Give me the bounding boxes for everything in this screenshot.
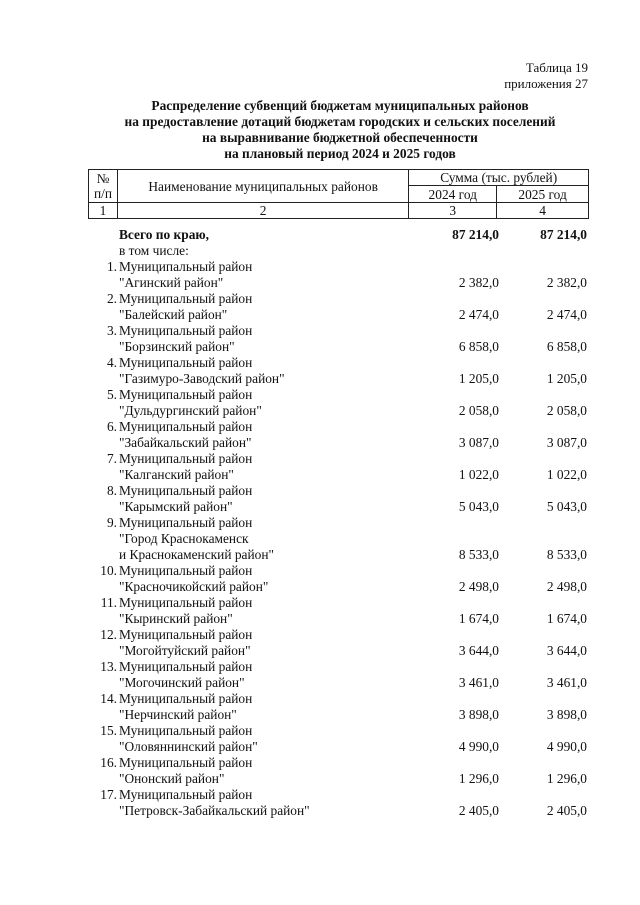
table-row <box>88 419 589 451</box>
district-name <box>119 563 399 595</box>
district-name <box>119 355 399 387</box>
district-name-line: Муниципальный район <box>119 659 253 674</box>
table-row <box>88 627 589 659</box>
header-num-top: № <box>96 171 110 186</box>
amount-2024: 5 043,0 <box>458 499 499 514</box>
amount-2025: 1 205,0 <box>546 371 587 386</box>
district-name <box>119 323 399 355</box>
district-name-line: Муниципальный район <box>119 755 253 770</box>
district-name <box>119 627 399 659</box>
district-name-line: Муниципальный район <box>119 419 253 434</box>
amount-2025: 2 498,0 <box>546 579 587 594</box>
amount-2024: 1 022,0 <box>458 467 499 482</box>
district-name-line: Муниципальный район <box>119 515 253 530</box>
district-name-line: "Могочинский район" <box>119 675 245 690</box>
row-number: 10. <box>100 563 117 578</box>
header-num-bottom: п/п <box>93 186 112 201</box>
table-row <box>88 323 589 355</box>
table-row <box>88 755 589 787</box>
district-name-line: "Оловяннинский район" <box>119 739 258 754</box>
district-name <box>119 291 399 323</box>
header-name: Наименование муниципальных районов <box>117 170 408 203</box>
district-name-line: Муниципальный район <box>119 595 253 610</box>
amount-2025: 4 990,0 <box>546 739 587 754</box>
row-number: 1. <box>106 259 117 274</box>
subtotal-note-row <box>88 243 589 259</box>
amount-2024: 2 058,0 <box>458 403 499 418</box>
row-number: 8. <box>106 483 117 498</box>
table-header <box>88 169 589 219</box>
district-name-line: "Ононский район" <box>119 771 225 786</box>
amount-2024: 1 674,0 <box>458 611 499 626</box>
district-name-line: Муниципальный район <box>119 323 253 338</box>
header-year-2025: 2025 год <box>497 186 589 203</box>
row-number: 7. <box>106 451 117 466</box>
table-row <box>88 291 589 323</box>
district-name <box>119 515 399 563</box>
district-name-line: "Красночикойский район" <box>119 579 269 594</box>
table-body <box>88 227 589 819</box>
amount-2024: 3 644,0 <box>458 643 499 658</box>
amount-2024: 4 990,0 <box>458 739 499 754</box>
amount-2025: 2 474,0 <box>546 307 587 322</box>
district-name-line: "Забайкальский район" <box>119 435 252 450</box>
table-row <box>88 483 589 515</box>
district-name-line: "Кыринский район" <box>119 611 233 626</box>
district-name-line: Муниципальный район <box>119 723 253 738</box>
header-idx: 4 <box>497 203 589 219</box>
district-name-line: Муниципальный район <box>119 387 253 402</box>
total-2025: 87 214,0 <box>540 227 587 242</box>
district-name <box>119 259 399 291</box>
title-line: на предоставление дотаций бюджетам городских и сельских поселений <box>124 114 556 129</box>
row-number: 2. <box>106 291 117 306</box>
district-name-line: "Балейский район" <box>119 307 228 322</box>
header-sum: Сумма (тыс. рублей) <box>409 170 589 186</box>
row-number: 3. <box>106 323 117 338</box>
amount-2025: 3 644,0 <box>546 643 587 658</box>
header-idx: 3 <box>409 203 497 219</box>
table-row <box>88 387 589 419</box>
total-row <box>88 227 589 243</box>
amount-2025: 3 087,0 <box>546 435 587 450</box>
amount-2025: 1 296,0 <box>546 771 587 786</box>
amount-2025: 2 405,0 <box>546 803 587 818</box>
amount-2025: 2 058,0 <box>546 403 587 418</box>
district-name-line: Муниципальный район <box>119 355 253 370</box>
table-row <box>88 259 589 291</box>
district-name-line: "Нерчинский район" <box>119 707 237 722</box>
district-name <box>119 755 399 787</box>
header-idx: 1 <box>89 203 118 219</box>
district-name <box>119 451 399 483</box>
table-row <box>88 515 589 563</box>
district-name-line: Муниципальный район <box>119 787 253 802</box>
amount-2024: 2 498,0 <box>458 579 499 594</box>
row-number: 4. <box>106 355 117 370</box>
district-name-line: и Краснокаменский район" <box>119 547 274 562</box>
district-name-line: "Борзинский район" <box>119 339 235 354</box>
amount-2025: 8 533,0 <box>546 547 587 562</box>
district-name <box>119 483 399 515</box>
amount-2025: 2 382,0 <box>546 275 587 290</box>
row-number: 6. <box>106 419 117 434</box>
amount-2025: 5 043,0 <box>546 499 587 514</box>
amount-2025: 6 858,0 <box>546 339 587 354</box>
district-name-line: "Город Краснокаменск <box>119 531 249 546</box>
table-row <box>88 723 589 755</box>
title-line: Распределение субвенций бюджетам муниципальных районов <box>151 98 529 113</box>
district-name-line: Муниципальный район <box>119 691 253 706</box>
district-name-line: Муниципальный район <box>119 291 253 306</box>
appendix-number: приложения 27 <box>504 76 588 91</box>
amount-2024: 3 461,0 <box>458 675 499 690</box>
district-name-line: "Дульдургинский район" <box>119 403 262 418</box>
row-number: 11. <box>100 595 117 610</box>
amount-2024: 1 205,0 <box>458 371 499 386</box>
row-number: 13. <box>100 659 117 674</box>
table-row <box>88 451 589 483</box>
amount-2024: 2 405,0 <box>458 803 499 818</box>
row-number: 16. <box>100 755 117 770</box>
district-name <box>119 787 399 819</box>
amount-2024: 3 087,0 <box>458 435 499 450</box>
district-name <box>119 659 399 691</box>
district-name-line: "Карымский район" <box>119 499 233 514</box>
row-number: 14. <box>100 691 117 706</box>
district-name-line: "Петровск-Забайкальский район" <box>119 803 310 818</box>
district-name <box>119 387 399 419</box>
amount-2024: 6 858,0 <box>458 339 499 354</box>
amount-2024: 1 296,0 <box>458 771 499 786</box>
district-name-line: Муниципальный район <box>119 259 253 274</box>
table-row <box>88 595 589 627</box>
amount-2025: 1 674,0 <box>546 611 587 626</box>
district-name-line: Муниципальный район <box>119 563 253 578</box>
total-label: Всего по краю, <box>119 227 209 242</box>
amount-2024: 2 474,0 <box>458 307 499 322</box>
district-name <box>119 723 399 755</box>
table-row <box>88 691 589 723</box>
row-number: 5. <box>106 387 117 402</box>
district-name-line: "Калганский район" <box>119 467 234 482</box>
district-name-line: "Агинский район" <box>119 275 224 290</box>
table-number: Таблица 19 <box>525 60 588 75</box>
amount-2024: 2 382,0 <box>458 275 499 290</box>
subtotal-note: в том числе: <box>119 243 189 258</box>
table-row <box>88 563 589 595</box>
table-row <box>88 355 589 387</box>
amount-2025: 3 461,0 <box>546 675 587 690</box>
title-line: на плановый период 2024 и 2025 годов <box>224 146 456 161</box>
row-number: 15. <box>100 723 117 738</box>
header-idx: 2 <box>117 203 408 219</box>
district-name-line: Муниципальный район <box>119 627 253 642</box>
table-row <box>88 787 589 819</box>
document-title <box>40 98 640 162</box>
district-name-line: "Могойтуйский район" <box>119 643 251 658</box>
header-year-2024: 2024 год <box>409 186 497 203</box>
district-name-line: Муниципальный район <box>119 451 253 466</box>
district-name-line: "Газимуро-Заводский район" <box>119 371 285 386</box>
table-row <box>88 659 589 691</box>
row-number: 9. <box>106 515 117 530</box>
total-2024: 87 214,0 <box>452 227 499 242</box>
district-name <box>119 595 399 627</box>
amount-2024: 8 533,0 <box>458 547 499 562</box>
header-num <box>89 170 118 203</box>
district-name-line: Муниципальный район <box>119 483 253 498</box>
row-number: 12. <box>100 627 117 642</box>
district-name <box>119 691 399 723</box>
row-number: 17. <box>100 787 117 802</box>
amount-2025: 3 898,0 <box>546 707 587 722</box>
district-name <box>119 419 399 451</box>
title-line: на выравнивание бюджетной обеспеченности <box>202 130 478 145</box>
amount-2024: 3 898,0 <box>458 707 499 722</box>
amount-2025: 1 022,0 <box>546 467 587 482</box>
